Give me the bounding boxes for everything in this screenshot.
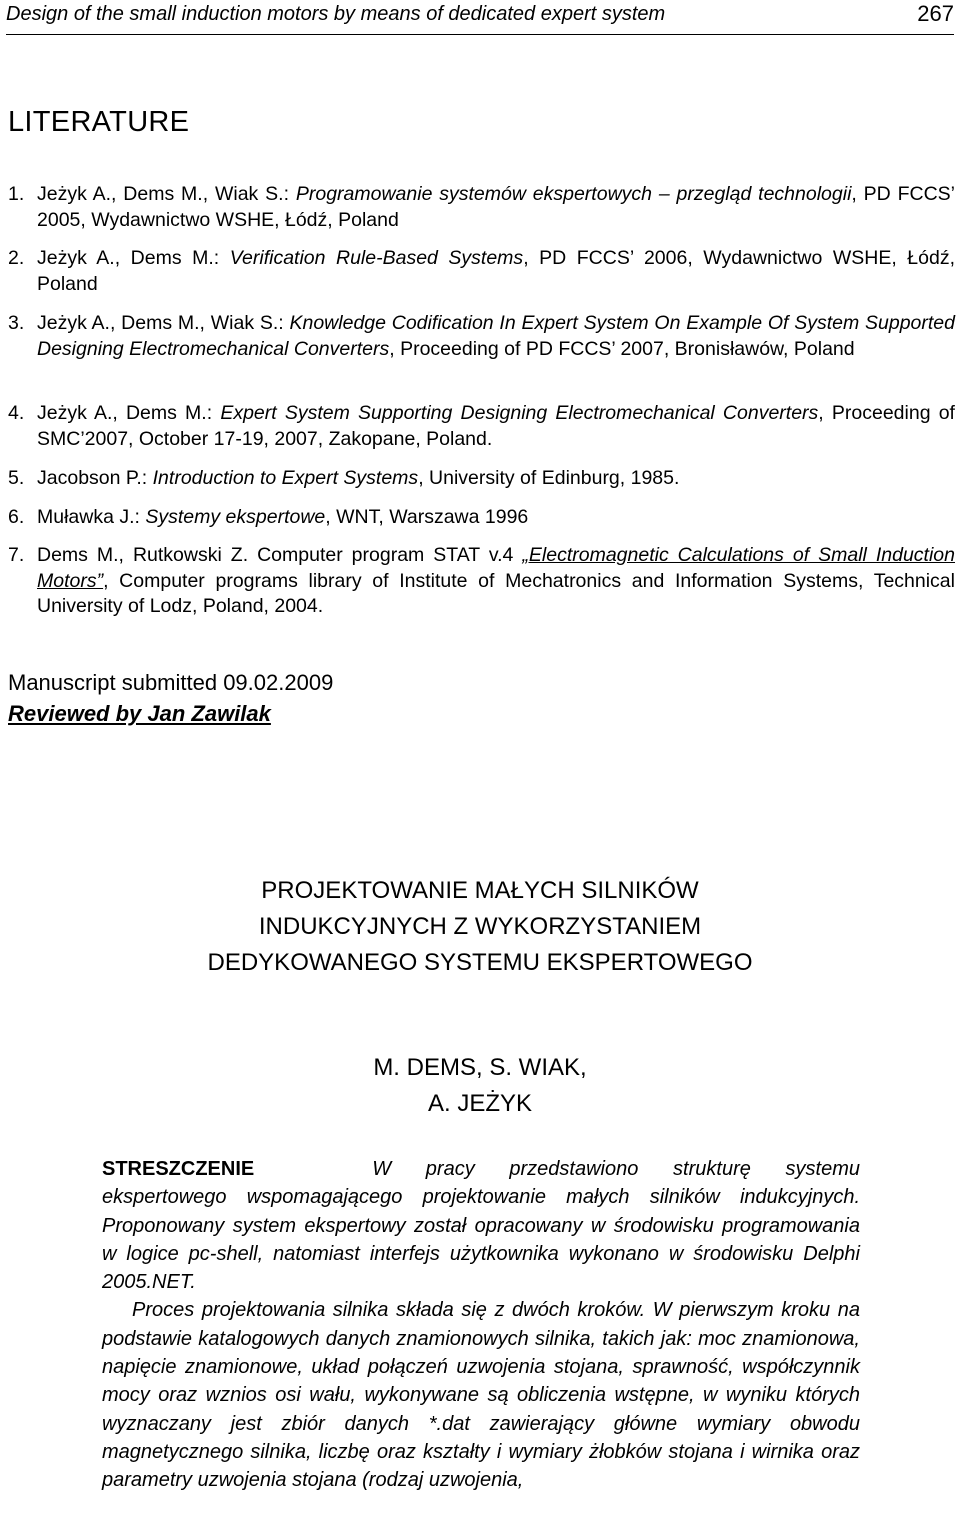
section-heading: LITERATURE <box>8 106 190 138</box>
reference-item <box>8 246 955 297</box>
reference-details: , Proceeding of SMC’2007, October 17-19, 2007, Zakopane, Poland. <box>37 402 955 450</box>
reference-number: 5. <box>8 467 25 489</box>
polish-title <box>0 873 960 981</box>
reviewer-note: Reviewed by Jan Zawilak <box>8 701 271 726</box>
abstract-text: W pracy przedstawiono strukturę systemu ekspertowego wspomagającego projektowanie małych silników indukcyjnych. Proponowany system ekspertowy został opracowany w środowisku programowania w logice pc-shell, natomiast interfejs użytkownika wykonano w środowisku Delphi 2005.NET. <box>102 1158 860 1294</box>
reference-item <box>8 505 955 531</box>
reference-item <box>8 466 955 492</box>
reference-title: Verification Rule-Based Systems <box>229 247 524 269</box>
abstract <box>102 1155 860 1495</box>
abstract-paragraph: Proces projektowania silnika składa się z dwóch kroków. W pierwszym kroku na podstawie katalogowych danych znamionowych silnika, takich jak: moc znamionowa, napięcie znamionowe, układ połączeń uzwojenia stojana, sprawność, współczynnik mocy oraz wznios osi wału, wykonywane są obliczenia wstępne, w wyniku których wyznaczany jest zbiór danych *.dat zawierający główne wymiary obwodu magnetycznego silnika, liczbę oraz kształty i wymiary żłobków stojana i wirnika oraz parametry uzwojenia stojana (rodzaj uzwojenia, <box>102 1299 860 1492</box>
reference-title: „Electromagnetic Calculations of Small Induction Motors” <box>37 544 955 592</box>
author-line: A. JEŻYK <box>427 1090 533 1117</box>
page-number: 267 <box>917 1 954 26</box>
reference-authors: Jeżyk A., Dems M.: <box>37 402 221 424</box>
reference-authors: Dems M., Rutkowski Z. Computer program STAT v.4 <box>37 544 523 566</box>
author-line: M. DEMS, S. WIAK, <box>373 1054 587 1081</box>
reference-authors: Muławka J.: <box>37 506 146 528</box>
reference-details: , PD FCCS’ 2005, Wydawnictwo WSHE, Łódź, Poland <box>37 183 956 231</box>
reference-authors: Jeżyk A., Dems M.: <box>37 247 230 269</box>
reference-number: 3. <box>8 312 25 334</box>
polish-title-line: PROJEKTOWANIE MAŁYCH SILNIKÓW <box>261 877 699 904</box>
reference-number: 1. <box>8 183 25 205</box>
reference-details: , University of Edinburg, 1985. <box>418 467 680 489</box>
polish-title-line: DEDYKOWANEGO SYSTEMU EKSPERTOWEGO <box>207 949 753 976</box>
reference-details: , Computer programs library of Institute of Mechatronics and Information Systems, Technical University of Lodz, Poland, 2004. <box>37 569 955 617</box>
reference-item <box>8 311 955 362</box>
running-header <box>6 0 954 35</box>
reference-number: 6. <box>8 506 25 528</box>
reference-title: Systemy ekspertowe <box>145 506 326 528</box>
abstract-paragraph <box>102 1155 860 1296</box>
reference-title: Expert System Supporting Designing Electromechanical Converters <box>220 402 819 424</box>
reference-item <box>8 182 956 233</box>
manuscript-submitted-note: Manuscript submitted 09.02.2009 <box>8 670 334 695</box>
reference-details: , Proceeding of PD FCCS’ 2007, Bronisławów, Poland <box>389 337 855 360</box>
reference-item <box>8 401 955 452</box>
reference-number: 4. <box>8 402 25 424</box>
reference-item <box>8 543 955 620</box>
running-title: Design of the small induction motors by means of dedicated expert system <box>6 3 666 25</box>
reference-title: Programowanie systemów ekspertowych – przegląd technologii <box>295 183 852 205</box>
reference-number: 2. <box>8 247 25 269</box>
polish-authors <box>0 1050 960 1122</box>
reference-authors: Jacobson P.: <box>37 467 153 489</box>
reference-authors: Jeżyk A., Dems M., Wiak S.: <box>37 312 290 334</box>
reference-authors: Jeżyk A., Dems M., Wiak S.: <box>37 183 296 205</box>
reference-details: , WNT, Warszawa 1996 <box>325 506 529 528</box>
reference-title: Knowledge Codification In Expert System On Example Of System Supported Designing Electromechanical Converters <box>37 312 955 360</box>
reference-number: 7. <box>8 544 25 566</box>
reference-details: , PD FCCS’ 2006, Wydawnictwo WSHE, Łódź, Poland <box>37 247 955 295</box>
polish-title-line: INDUKCYJNYCH Z WYKORZYSTANIEM <box>258 913 702 940</box>
abstract-label: STRESZCZENIE <box>102 1158 255 1180</box>
reference-title: Introduction to Expert Systems <box>152 467 419 489</box>
